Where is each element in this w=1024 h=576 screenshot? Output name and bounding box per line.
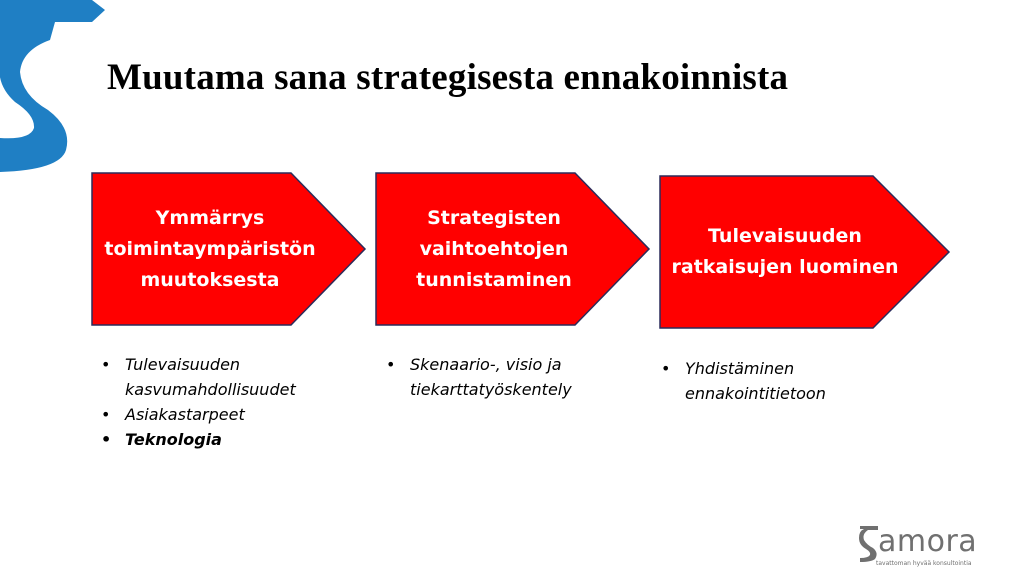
bullet-list-alternatives: [382, 352, 602, 402]
step-arrow-understanding: [91, 172, 367, 326]
brand-name: amora: [878, 524, 978, 559]
step-arrow-alternatives: [375, 172, 651, 326]
bullet-item: • Yhdistäminen ennakointitietoon: [657, 356, 877, 406]
samora-logo-icon: [858, 526, 880, 562]
samora-s-mark-icon: [0, 0, 110, 175]
bullet-item: • Skenaario-, visio ja tiekarttatyöskentely: [382, 352, 602, 402]
step-label: Ymmärrys toimintaympäristön muutoksesta: [104, 206, 316, 291]
step-label: Tulevaisuuden ratkaisujen luominen: [671, 225, 899, 278]
step-label: Strategisten vaihtoehtojen tunnistaminen: [416, 206, 572, 291]
step-arrow-solutions: [659, 175, 935, 329]
bullet-item: • Teknologia: [97, 427, 337, 452]
page-title: Muutama sana strategisesta ennakoinnista: [107, 57, 789, 98]
samora-logo: [858, 520, 978, 570]
bullet-item: • Tulevaisuuden kasvumahdollisuudet: [97, 352, 337, 402]
brand-tagline: tavattoman hyvää konsultointia: [876, 560, 972, 567]
bullet-item: • Asiakastarpeet: [97, 402, 337, 427]
bullet-list-solutions: [657, 356, 877, 406]
bullet-list-understanding: [97, 352, 337, 452]
